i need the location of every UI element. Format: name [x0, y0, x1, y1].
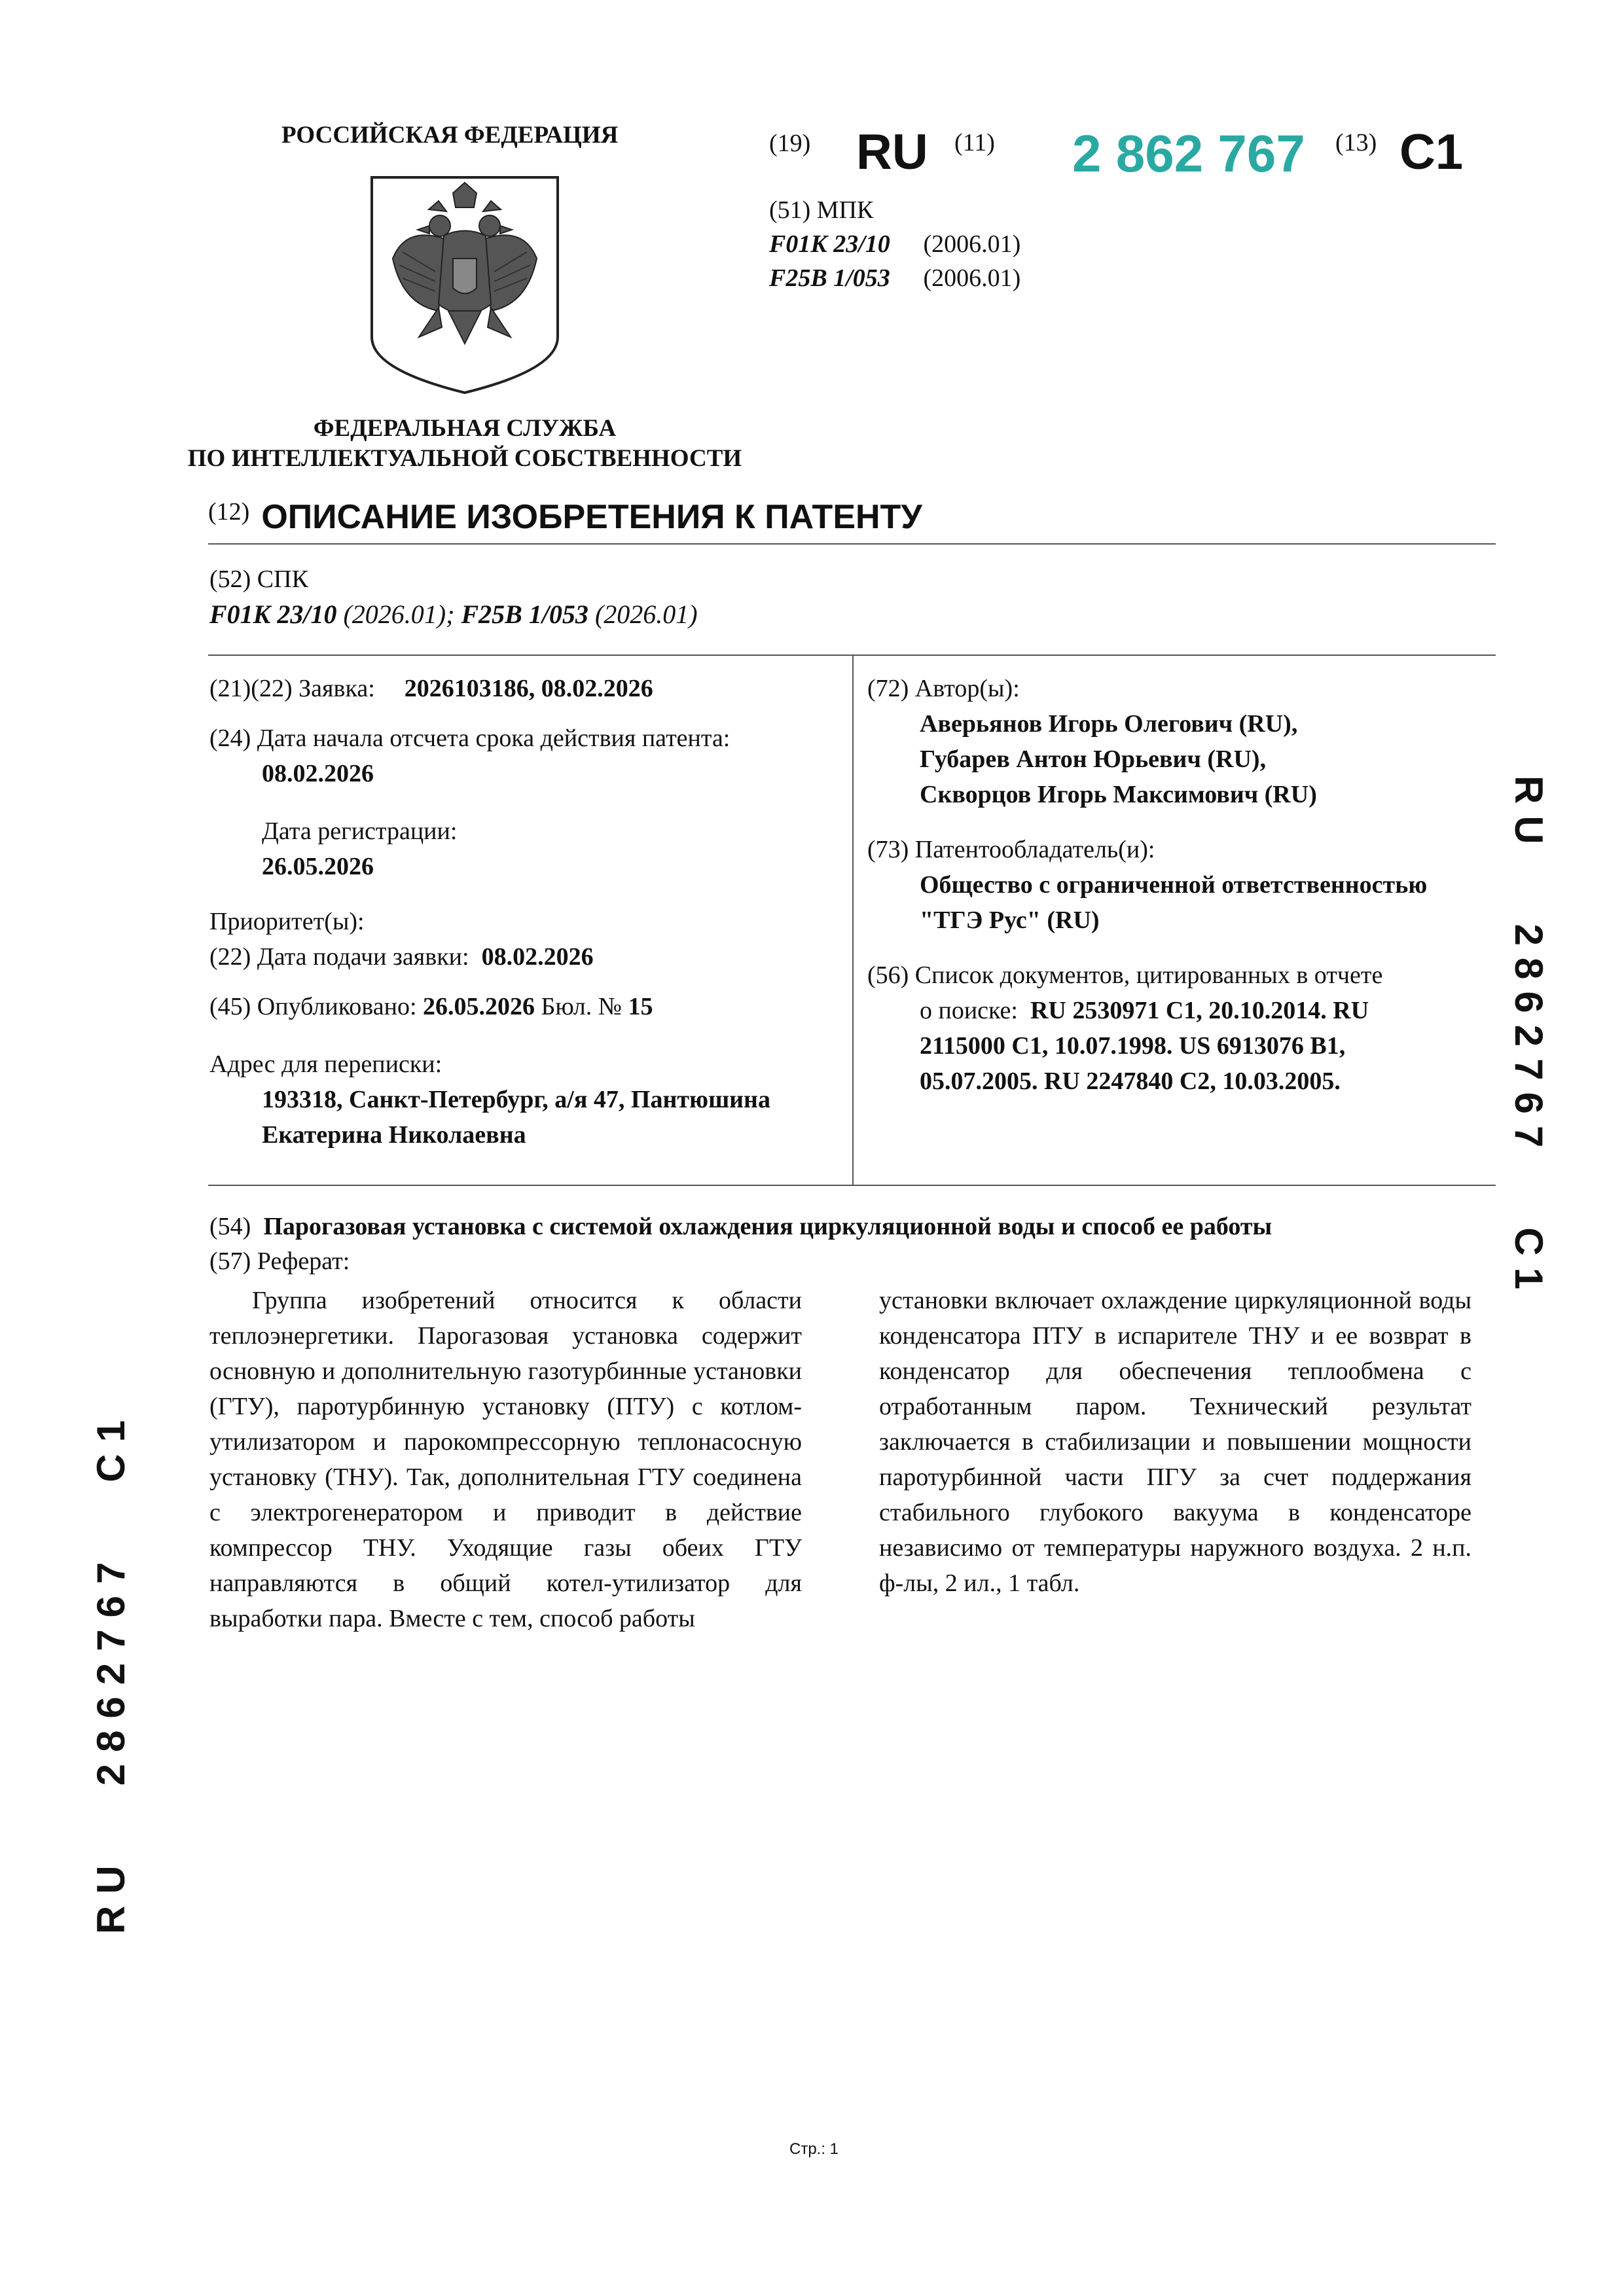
author-item: Губарев Антон Юрьевич (RU), — [920, 745, 1267, 773]
cpc-label: (52) СПК — [209, 565, 308, 593]
term-label: (24) Дата начала отсчета срока действия патента: — [209, 725, 731, 752]
cpc-codes — [209, 597, 698, 632]
title-text: ОПИСАНИЕ ИЗОБРЕТЕНИЯ К ПАТЕНТУ — [261, 498, 922, 536]
priority-label: Приоритет(ы): — [209, 908, 365, 935]
agency-line-2: ПО ИНТЕЛЛЕКТУАЛЬНОЙ СОБСТВЕННОСТИ — [187, 445, 742, 472]
cpc-block — [209, 562, 698, 632]
biblio-left — [209, 671, 838, 1153]
address-line-2: Екатерина Николаевна — [262, 1121, 526, 1149]
invention-title — [209, 1212, 1272, 1241]
address-line-1: 193318, Санкт-Петербург, а/я 47, Пантюшина — [262, 1086, 770, 1113]
country-code: RU — [856, 124, 928, 180]
bulletin-label: Бюл. № — [541, 993, 622, 1020]
ipc-class: F25B 1/053 — [769, 264, 890, 292]
abstract-label: (57) Реферат: — [209, 1247, 350, 1275]
published-value: 26.05.2026 — [423, 993, 535, 1020]
holder-label: (73) Патентообладатель(и): — [867, 836, 1155, 863]
agency-line-1: ФЕДЕРАЛЬНАЯ СЛУЖБА — [313, 415, 617, 442]
title-code: (12) — [208, 498, 250, 526]
references-line-2: 2115000 C1, 10.07.1998. US 6913076 B1, — [920, 1032, 1346, 1060]
invention-title-text: Парогазовая установка с системой охлаждения циркуляционной воды и способ ее работы — [263, 1213, 1272, 1240]
references-label: (56) Список документов, цитированных в отчете — [867, 961, 1383, 989]
column-divider — [852, 655, 854, 1185]
abstract-column-2: установки включает охлаждение циркуляционной воды конденсатора ПТУ в испарителе ТНУ и ее возврат в конденсатор для обеспечения теплообмена с отработанным паром. Технический результат заключается в стабилизации и повышении мощности паротурбинной части ПГУ за счет поддержания стабильного глубокого вакуума в конденсаторе независимо от температуры наружного воздуха. 2 н.п. ф-лы, 2 ил., 1 табл. — [879, 1287, 1471, 1597]
page-number: Стр.: 1 — [789, 2140, 839, 2158]
filing-value: 08.02.2026 — [481, 943, 594, 971]
ipc-version: (2006.01) — [923, 230, 1021, 258]
ipc-item — [769, 261, 1020, 295]
registration-value: 26.05.2026 — [262, 853, 374, 880]
ipc-item — [769, 227, 1020, 261]
published-label: (45) Опубликовано: — [209, 993, 417, 1020]
abstract-column-1: Группа изобретений относится к области теплоэнергетики. Парогазовая установка содержит основную и дополнительную газотурбинные установки (ГТУ), паротурбинную установку (ПТУ) с котлом-утилизатором и парокомпрессорную теплонасосную установку (ТНУ). Так, дополнительная ГТУ соединена с электрогенератором и приводит в действие компрессор ТНУ. Уходящие газы обеих ГТУ направляются в общий котел-утилизатор для выработки пара. Вместе с тем, способ работы — [209, 1287, 802, 1632]
application-label: (21)(22) Заявка: — [209, 675, 375, 702]
registration-label: Дата регистрации: — [262, 817, 458, 845]
side-patent-number-left: RU 2862767 C1 — [89, 1408, 133, 1934]
application-value: 2026103186, 08.02.2026 — [404, 675, 653, 702]
holder-line-2: "ТГЭ Рус" (RU) — [920, 906, 1100, 934]
cpc-version-2: (2026.01) — [588, 600, 698, 629]
code-11: (11) — [954, 129, 995, 156]
kind-code: C1 — [1399, 124, 1464, 180]
filing-label: (22) Дата подачи заявки: — [209, 943, 469, 971]
code-19: (19) — [769, 130, 811, 157]
cpc-code-1: F01K 23/10 — [209, 600, 337, 629]
author-item: Аверьянов Игорь Олегович (RU), — [920, 710, 1298, 738]
country-name: РОССИЙСКАЯ ФЕДЕРАЦИЯ — [281, 122, 619, 149]
references-lead: о поиске: — [920, 997, 1018, 1024]
double-headed-eagle-icon — [367, 173, 563, 396]
ipc-block — [769, 193, 1020, 295]
patent-number: 2 862 767 — [1072, 124, 1305, 183]
bulletin-value: 15 — [628, 993, 653, 1020]
authors-label: (72) Автор(ы): — [867, 675, 1020, 702]
agency-name — [170, 414, 759, 474]
cpc-version-1: (2026.01); — [336, 600, 461, 629]
ipc-class: F01K 23/10 — [769, 230, 890, 258]
address-label: Адрес для переписки: — [209, 1050, 442, 1078]
document-title — [208, 497, 922, 537]
ipc-label: (51) МПК — [769, 196, 874, 224]
term-value: 08.02.2026 — [262, 760, 374, 787]
references-line-1: RU 2530971 C1, 20.10.2014. RU — [1030, 997, 1369, 1024]
coat-of-arms-emblem — [367, 173, 563, 396]
ipc-version: (2006.01) — [923, 264, 1021, 292]
holder-line-1: Общество с ограниченной ответственностью — [920, 871, 1428, 899]
references-line-3: 05.07.2005. RU 2247840 C2, 10.03.2005. — [920, 1067, 1341, 1095]
biblio-right — [867, 671, 1496, 1099]
divider — [208, 543, 1496, 545]
invention-code: (54) — [209, 1213, 251, 1240]
author-item: Скворцов Игорь Максимович (RU) — [920, 781, 1317, 808]
divider — [208, 1185, 1496, 1186]
code-13: (13) — [1335, 129, 1377, 156]
side-patent-number-right: RU 2862767 C1 — [1507, 776, 1551, 1301]
cpc-code-2: F25B 1/053 — [461, 600, 588, 629]
